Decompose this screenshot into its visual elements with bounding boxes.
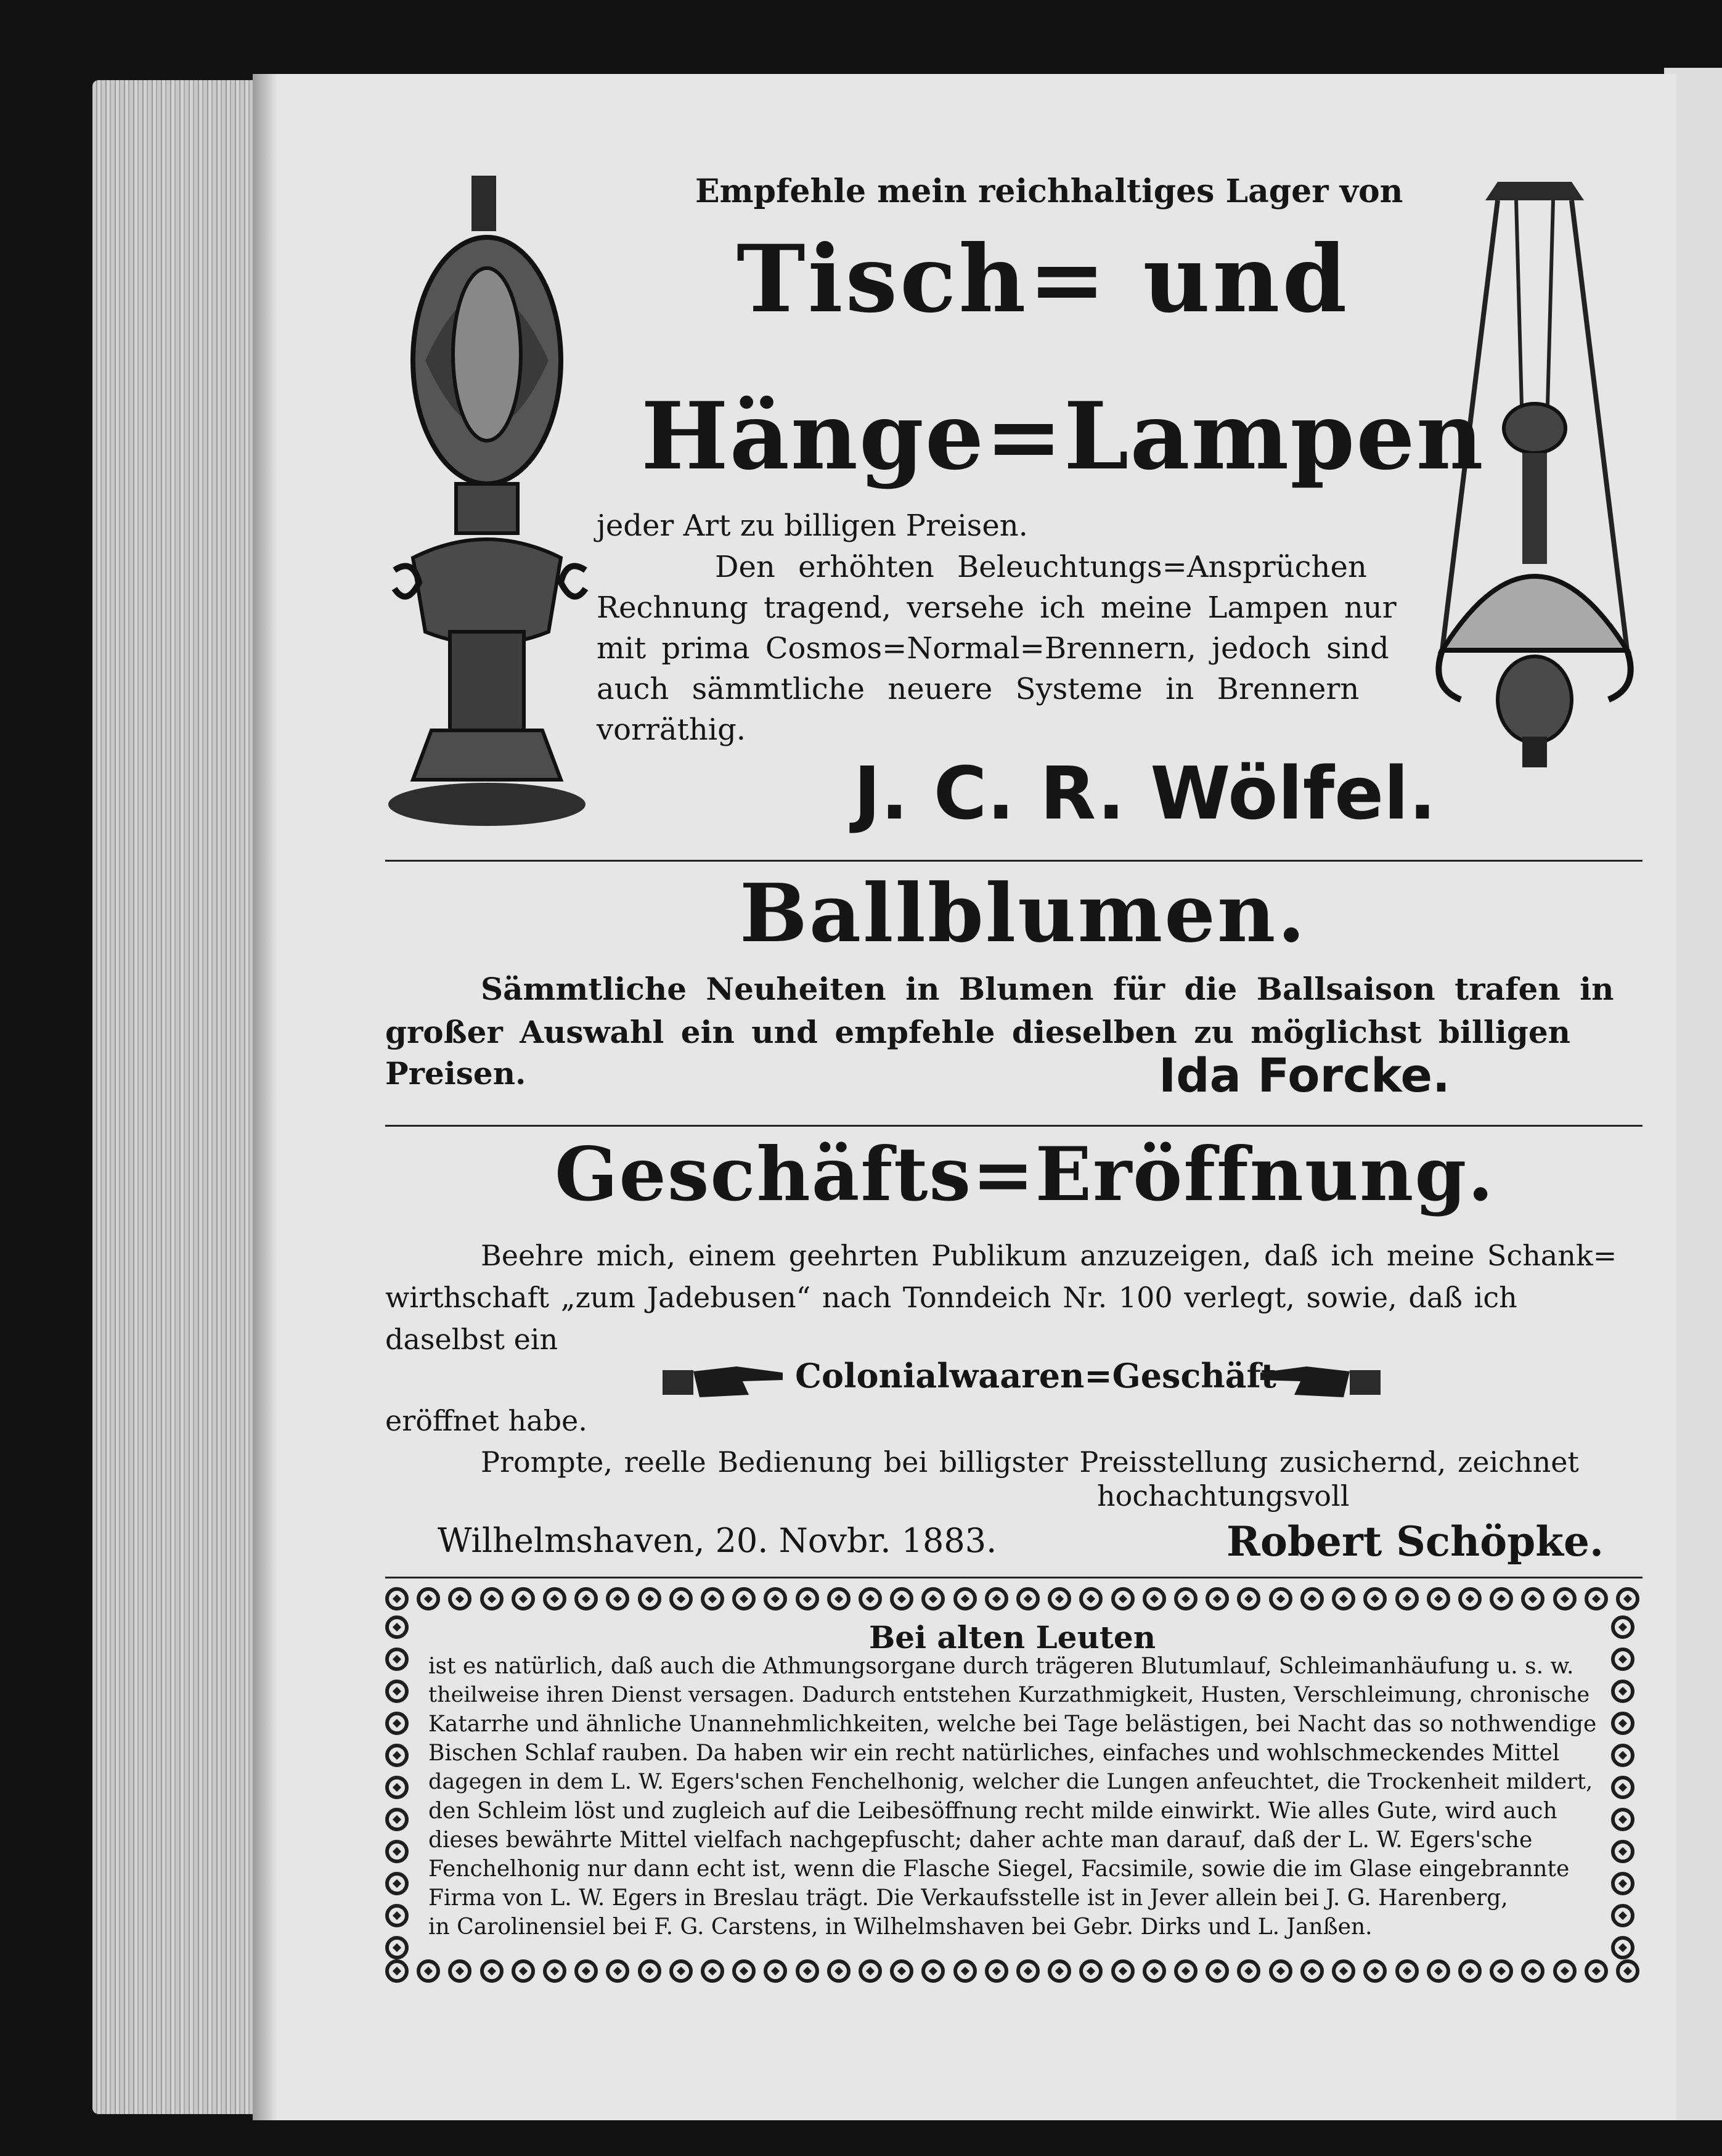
ad4-line-2: theilweise ihren Dienst versagen. Dadurch entstehen Kurzathmigkeit, Husten, Verschleimung, chronische (428, 1683, 1590, 1707)
ornament-ring (827, 1587, 851, 1611)
ad3-signature: Robert Schöpke. (1226, 1517, 1604, 1566)
ornament-ring (890, 1587, 913, 1611)
ornament-ring (1616, 1587, 1639, 1611)
ornament-ring (574, 1587, 598, 1611)
ornament-ring (1300, 1587, 1324, 1611)
ad4-line-8: Fenchelhonig nur dann echt ist, wenn die Flasche Siegel, Facsimile, sowie die im Glase eingebrannte (428, 1856, 1570, 1882)
ornament-ring (1427, 1587, 1450, 1611)
ornament-ring (1427, 1959, 1450, 1983)
ornament-ring (448, 1959, 471, 1983)
ornament-ring (1521, 1587, 1544, 1611)
ornament-ring (512, 1587, 535, 1611)
ornament-ring (1206, 1959, 1229, 1983)
ornament-border-right (1611, 1615, 1639, 1959)
ornament-ring (606, 1959, 629, 1983)
ornament-ring (385, 1680, 409, 1703)
ornament-ring (985, 1587, 1008, 1611)
ornament-ring (921, 1587, 945, 1611)
ad3-line-1: Beehre mich, einem geehrten Publikum anzuzeigen, daß ich meine Schank= (481, 1239, 1617, 1272)
divider-2 (385, 1125, 1642, 1127)
ornament-ring (732, 1587, 756, 1611)
ornament-ring (1585, 1587, 1608, 1611)
ornament-ring (1016, 1587, 1040, 1611)
ornament-ring (417, 1959, 440, 1983)
ornament-ring (1611, 1744, 1634, 1767)
ornament-ring (1616, 1959, 1639, 1983)
ad4-line-7: dieses bewährte Mittel vielfach nachgepfuscht; daher achte man darauf, daß der L. W. Egers'sche (428, 1827, 1533, 1853)
ornament-border-bottom (385, 1959, 1639, 1988)
ad2-line-2: großer Auswahl ein und empfehle dieselben zu möglichst billigen (385, 1014, 1571, 1050)
ornament-ring (385, 1904, 409, 1927)
ornament-ring (890, 1959, 913, 1983)
ornament-ring (669, 1959, 693, 1983)
ornament-ring (921, 1959, 945, 1983)
ornament-ring (1111, 1959, 1135, 1983)
ornament-ring (385, 1872, 409, 1895)
ornament-ring (606, 1587, 629, 1611)
ornament-ring (985, 1959, 1008, 1983)
ornament-ring (796, 1587, 819, 1611)
ad4-line-4: Bischen Schlaf rauben. Da haben wir ein recht natürliches, einfaches und wohlschmeckendes Mittel (428, 1741, 1560, 1766)
ornament-ring (385, 1936, 409, 1959)
ornament-ring (953, 1587, 977, 1611)
ad4-ornamental-box (385, 1587, 1639, 1988)
ornament-ring (385, 1808, 409, 1831)
ornament-ring (1174, 1587, 1198, 1611)
ad1-line-4: mit prima Cosmos=Normal=Brennern, jedoch sind (597, 631, 1389, 666)
ad1-line-1: jeder Art zu billigen Preisen. (597, 508, 1028, 543)
ornament-ring (1585, 1959, 1608, 1983)
ornament-ring (1363, 1587, 1387, 1611)
ornament-ring (385, 1959, 409, 1983)
ornament-ring (1269, 1959, 1292, 1983)
ornament-ring (1269, 1587, 1292, 1611)
ornament-border-top (385, 1587, 1639, 1615)
ornament-ring (1611, 1872, 1634, 1895)
ornament-ring (1553, 1587, 1577, 1611)
ad3-closing-1: Prompte, reelle Bedienung bei billigster Preisstellung zusichernd, zeichnet (481, 1445, 1579, 1479)
ornament-ring (859, 1587, 882, 1611)
ornament-ring (638, 1959, 661, 1983)
ornament-ring (1079, 1587, 1103, 1611)
ad3-line-after: eröffnet habe. (385, 1404, 587, 1437)
ad4-line-5: dagegen in dem L. W. Egers'schen Fenchelhonig, welcher die Lungen anfeuchtet, die Trockenheit mildert, (428, 1770, 1593, 1794)
ornament-ring (1490, 1587, 1513, 1611)
ornament-ring (1016, 1959, 1040, 1983)
ornament-ring (796, 1959, 819, 1983)
pointing-hand-left-icon (1257, 1359, 1381, 1402)
ornament-ring (385, 1587, 409, 1611)
ornament-ring (1611, 1936, 1634, 1959)
divider-1 (385, 860, 1642, 862)
ornament-ring (1611, 1712, 1634, 1735)
book-page-edges (92, 80, 259, 2114)
ornament-ring (1490, 1959, 1513, 1983)
ad2-signature: Ida Forcke. (1159, 1048, 1450, 1103)
ornament-ring (1553, 1959, 1577, 1983)
ornament-ring (1237, 1587, 1260, 1611)
ad1-intro: Empfehle mein reichhaltiges Lager von (695, 173, 1403, 210)
ornament-ring (1458, 1959, 1482, 1983)
ad1-headline-2: Hänge=Lampen (641, 382, 1485, 491)
ornament-ring (417, 1587, 440, 1611)
ad4-line-10: in Carolinensiel bei F. G. Carstens, in Wilhelmshaven bei Gebr. Dirks und L. Janßen. (428, 1914, 1373, 1940)
ornament-ring (1332, 1587, 1355, 1611)
ornament-ring (953, 1959, 977, 1983)
ornament-ring (669, 1587, 693, 1611)
ornament-ring (638, 1587, 661, 1611)
ad4-line-3: Katarrhe und ähnliche Unannehmlichkeiten, welche bei Tage belästigen, bei Nacht das so nothwendige (428, 1712, 1597, 1737)
ad3-place-date: Wilhelmshaven, 20. Novbr. 1883. (438, 1521, 997, 1560)
ornament-ring (385, 1776, 409, 1799)
ornament-ring (1048, 1959, 1071, 1983)
ornament-ring (1237, 1959, 1260, 1983)
ad3-highlight: Colonialwaaren=Geschäft (795, 1356, 1276, 1395)
ornament-ring (1363, 1959, 1387, 1983)
ornament-ring (764, 1959, 787, 1983)
ornament-ring (543, 1587, 566, 1611)
ad3-line-2: wirthschaft „zum Jadebusen“ nach Tonndeich Nr. 100 verlegt, sowie, daß ich (385, 1281, 1517, 1314)
ornament-ring (827, 1959, 851, 1983)
ornament-ring (385, 1712, 409, 1735)
ornament-ring (480, 1959, 504, 1983)
ornament-ring (1458, 1587, 1482, 1611)
ad3-closing-2: hochachtungsvoll (1097, 1479, 1350, 1513)
ornament-ring (1611, 1680, 1634, 1703)
ad3-line-3: daselbst ein (385, 1323, 558, 1356)
table-lamp-illustration (388, 176, 592, 829)
ornament-ring (1079, 1959, 1103, 1983)
ornament-ring (448, 1587, 471, 1611)
ornament-ring (512, 1959, 535, 1983)
pointing-hand-right-icon (663, 1359, 786, 1402)
ornament-ring (1611, 1808, 1634, 1831)
ornament-ring (1395, 1959, 1419, 1983)
ornament-ring (1174, 1959, 1198, 1983)
ornament-ring (574, 1959, 598, 1983)
ad3-headline: Geschäfts=Eröffnung. (555, 1131, 1495, 1218)
ad1-line-3: Rechnung tragend, versehe ich meine Lampen nur (597, 590, 1397, 625)
ad4-headline: Bei alten Leuten (868, 1619, 1156, 1656)
ornament-ring (1395, 1587, 1419, 1611)
ornament-ring (1521, 1959, 1544, 1983)
ad1-headline-1: Tisch= und (737, 225, 1350, 333)
ad2-line-3: Preisen. (385, 1055, 526, 1092)
ad1-line-5: auch sämmtliche neuere Systeme in Brennern (597, 672, 1360, 706)
ad1-line-6: vorräthig. (597, 713, 746, 747)
ornament-ring (701, 1959, 724, 1983)
ornament-ring (1143, 1587, 1166, 1611)
page-gutter-shadow (253, 74, 277, 2120)
ad4-line-6: den Schleim löst und zugleich auf die Leibesöffnung recht milde einwirkt. Wie alles Gute, wird auch (428, 1799, 1557, 1824)
ornament-ring (480, 1587, 504, 1611)
ornament-ring (859, 1959, 882, 1983)
ad4-line-1: ist es natürlich, daß auch die Athmungsorgane durch trägeren Blutumlauf, Schleimanhäufung u. s. w. (428, 1654, 1574, 1679)
ornament-ring (543, 1959, 566, 1983)
ornament-ring (1300, 1959, 1324, 1983)
ornament-ring (1332, 1959, 1355, 1983)
ornament-ring (1143, 1959, 1166, 1983)
ornament-ring (385, 1744, 409, 1767)
ornament-ring (1048, 1587, 1071, 1611)
ornament-ring (1111, 1587, 1135, 1611)
ornament-ring (1611, 1904, 1634, 1927)
ad4-line-9: Firma von L. W. Egers in Breslau trägt. Die Verkaufsstelle ist in Jever allein bei J. G. Harenberg, (428, 1885, 1508, 1911)
ornament-border-left (385, 1615, 414, 1959)
ornament-ring (385, 1840, 409, 1863)
ad1-signature: J. C. R. Wölfel. (854, 751, 1437, 836)
ad1-line-2: Den erhöhten Beleuchtungs=Ansprüchen (715, 550, 1367, 584)
ornament-ring (732, 1959, 756, 1983)
ornament-ring (701, 1587, 724, 1611)
ad2-line-1: Sämmtliche Neuheiten in Blumen für die Ballsaison trafen in (481, 971, 1614, 1007)
ornament-ring (1206, 1587, 1229, 1611)
ad2-headline: Ballblumen. (740, 866, 1307, 960)
ornament-ring (764, 1587, 787, 1611)
ornament-ring (1611, 1840, 1634, 1863)
divider-3 (385, 1577, 1642, 1578)
ornament-ring (1611, 1776, 1634, 1799)
